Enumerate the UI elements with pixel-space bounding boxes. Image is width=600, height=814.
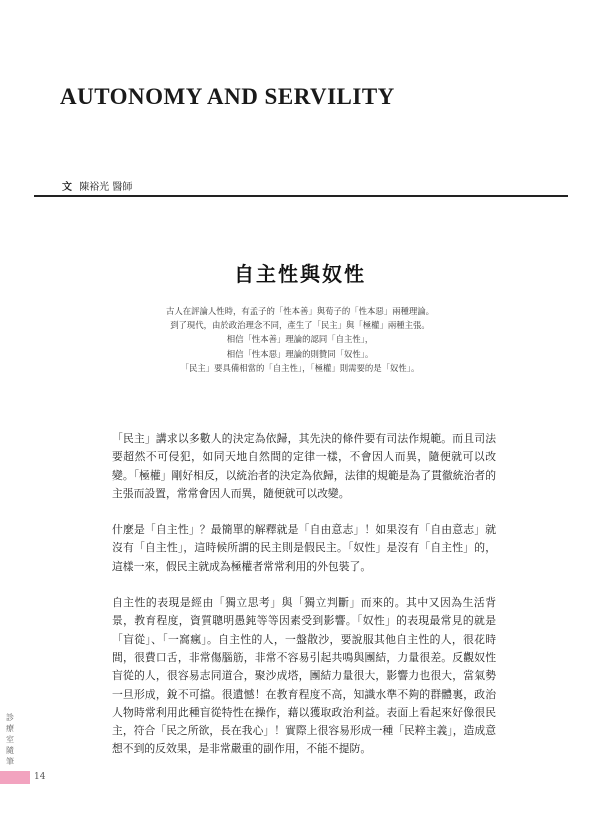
intro-line: 相信「性本善」理論的認同「自主性」， bbox=[226, 334, 374, 345]
body-paragraph: 自主性的表現是經由「獨立思考」與「獨立判斷」而來的。其中又因為生活背景，教育程度，資質聰明愚鈍等等因素受到影響。「奴性」的表現最常見的就是「盲從」、「一窩瘋」。自主性的人，一盤散沙，要說服其他自主性的人，很花時間，很費口舌，非常傷腦筋，非常不容易引起共鳴與團結，力量很差。反觀奴性盲從的人，很容易志同道合，聚沙成塔，團結力量很大，影響力也很大，當氣勢一旦形成，銳不可擋。很遺憾！在教育程度不高，知識水準不夠的群體裏，政治人物時常利用此種盲從特性在操作，藉以獲取政治利益。表面上看起來好像很民主，符合「民之所欲，長在我心」！實際上很容易形成一種「民粹主義」，造成意想不到的反效果，是非常嚴重的副作用，不能不提防。 bbox=[112, 596, 496, 756]
page-accent-bar bbox=[0, 771, 30, 784]
intro-line: 到了現代，由於政治理念不同，產生了「民主」與「極權」兩種主張。 bbox=[170, 320, 430, 331]
author-line bbox=[62, 178, 132, 193]
intro-line: 相信「性本惡」理論的則贊同「奴性」。 bbox=[226, 348, 374, 359]
body-paragraph: 什麼是「自主性」？最簡單的解釋就是「自由意志」！如果沒有「自由意志」就沒有「自主性」，這時候所謂的民主則是假民主。「奴性」是沒有「自主性」的，這樣一來，假民主就成為極權者常常利用的外包裝了。 bbox=[112, 523, 496, 573]
author-name: 陳裕光 醫師 bbox=[79, 182, 133, 193]
english-title: AUTONOMY AND SERVILITY bbox=[60, 84, 395, 109]
page-number: 14 bbox=[34, 772, 46, 782]
article-body bbox=[112, 430, 496, 777]
intro-line: 「民主」要具備相當的「自主性」，「極權」則需要的是「奴性」。 bbox=[180, 362, 420, 373]
article-title: 自主性與奴性 bbox=[234, 262, 366, 286]
author-label: 文 bbox=[62, 182, 72, 193]
body-paragraph: 「民主」講求以多數人的決定為依歸，其先決的條件要有司法作規範。而且司法要超然不可侵犯，如同天地自然間的定律一樣，不會因人而異，隨便就可以改變。「極權」剛好相反，以統治者的決定為依歸，法律的規範是為了貫徹統治者的主張而設置，常常會因人而異，隨便就可以改變。 bbox=[112, 432, 496, 500]
intro-block bbox=[0, 304, 600, 375]
intro-line: 古人在評論人性時，有孟子的「性本善」與荀子的「性本惡」兩種理論。 bbox=[166, 306, 434, 316]
header-divider bbox=[34, 195, 568, 197]
section-label: 診療室隨筆 bbox=[6, 713, 14, 766]
